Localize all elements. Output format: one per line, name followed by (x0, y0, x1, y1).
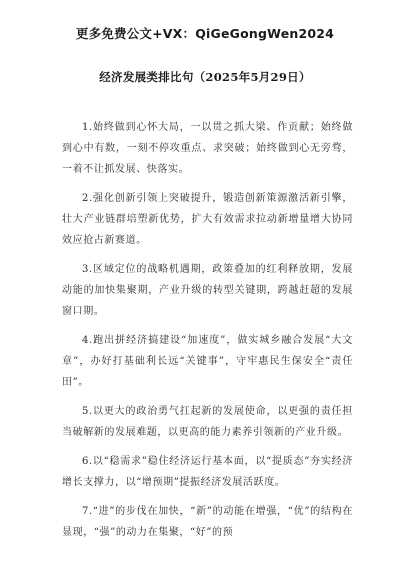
paragraph-4: 4.跑出拼经济搞建设“加速度”，做实城乡融合发展“大文章”，办好打基础利长远“关键事”，守牢惠民生保安全“责任田”。 (62, 335, 353, 388)
paragraph-3: 3.区域定位的战略机遇期，政策叠加的红利释放期，发展动能的加快集聚期，产业升级的转型关键期，跨越赶超的发展窗口期。 (62, 264, 353, 317)
document-title: 经济发展类排比句（2025年5月29日） (99, 70, 311, 84)
promo-banner: 更多免费公文+VX：QiGeGongWen2024 (75, 26, 335, 41)
paragraph-1: 1.始终做到心怀大局，一以贯之抓大梁、作贡献；始终做到心中有数，一刻不停攻重点、求突破；始终做到心无旁骛，一着不让抓发展、快落实。 (62, 122, 353, 175)
paragraph-5: 5.以更大的政治勇气扛起新的发展使命，以更强的责任担当破解新的发展难题，以更高的能力素养引领新的产业升级。 (62, 406, 353, 438)
paragraph-7: 7.“进”的步伐在加快，“新”的动能在增强，“优”的结构在显现，“强”的动力在集聚，“好”的预 (62, 506, 353, 538)
document-body (62, 117, 353, 551)
paragraph-6: 6.以“稳需求”稳住经济运行基本面，以“提质态”夯实经济增长支撑力，以“增预期”提振经济发展活跃度。 (62, 456, 353, 488)
paragraph-2: 2.强化创新引领上突破提升，锻造创新策源激活新引擎，壮大产业链群培塑新优势，扩大有效需求拉动新增量增大协同效应抢占新赛道。 (62, 193, 353, 246)
